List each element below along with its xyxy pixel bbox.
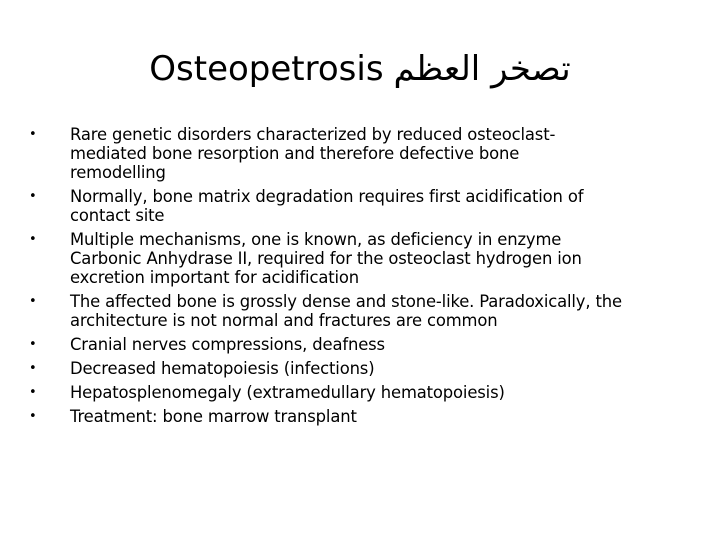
bullet-icon: • — [29, 189, 37, 204]
bullet-icon: • — [29, 232, 37, 247]
title-latin: Osteopetrosis — [149, 49, 384, 89]
bullet-item — [27, 125, 695, 182]
bullet-text: contact site — [70, 206, 165, 225]
bullet-text: mediated bone resorption and therefore defective bone — [70, 144, 520, 163]
bullet-icon: • — [29, 127, 37, 142]
bullet-text: Normally, bone matrix degradation requires first acidification of — [70, 187, 584, 206]
bullet-text: The affected bone is grossly dense and stone-like. Paradoxically, the — [70, 292, 622, 311]
title-arabic: تصخر العظم — [393, 49, 571, 89]
bullet-item — [27, 187, 695, 225]
bullet-item — [27, 230, 695, 287]
bullet-text: Treatment: bone marrow transplant — [70, 407, 357, 426]
bullet-text: Decreased hematopoiesis (infections) — [70, 359, 375, 378]
bullet-list — [27, 125, 695, 431]
bullet-icon: • — [29, 337, 37, 352]
bullet-item — [27, 407, 695, 426]
bullet-text: remodelling — [70, 163, 166, 182]
bullet-icon: • — [29, 409, 37, 424]
bullet-item — [27, 383, 695, 402]
bullet-icon: • — [29, 385, 37, 400]
bullet-text: Hepatosplenomegaly (extramedullary hematopoiesis) — [70, 383, 505, 402]
bullet-text: Multiple mechanisms, one is known, as deficiency in enzyme — [70, 230, 562, 249]
bullet-text: excretion important for acidification — [70, 268, 360, 287]
bullet-item — [27, 359, 695, 378]
bullet-item — [27, 335, 695, 354]
bullet-text: Carbonic Anhydrase II, required for the osteoclast hydrogen ion — [70, 249, 582, 268]
bullet-text: architecture is not normal and fractures are common — [70, 311, 498, 330]
bullet-text: Rare genetic disorders characterized by reduced osteoclast- — [70, 125, 556, 144]
bullet-item — [27, 292, 695, 330]
bullet-icon: • — [29, 294, 37, 309]
bullet-text: Cranial nerves compressions, deafness — [70, 335, 385, 354]
slide-title — [0, 44, 720, 94]
bullet-icon: • — [29, 361, 37, 376]
